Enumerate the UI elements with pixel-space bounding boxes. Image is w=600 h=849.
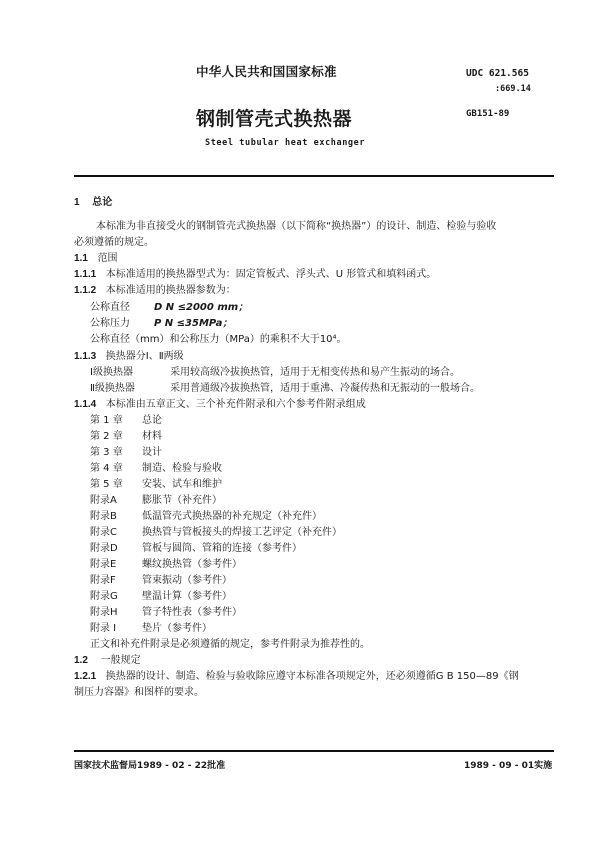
clause-1-1-4: 1.1.4 本标准由五章正文、三个补充件附录和六个参考件附录组成 — [74, 399, 366, 410]
contents-item: 附录F 管束振动（参考件） — [90, 575, 232, 586]
section-heading: 1 总论 — [74, 197, 113, 208]
contents-item: 附录B 低温管壳式换热器的补充规定（补充件） — [90, 511, 322, 522]
clause-1-1-2: 1.1.2 本标准适用的换热器参数为： — [74, 285, 236, 296]
approval-date: 国家技术监督局1989 - 02 - 22批准 — [74, 761, 226, 771]
param-nominal-pressure: 公称压力 P N ≤35MPa； — [90, 318, 233, 329]
udc-code: UDC 621.565 — [466, 68, 529, 79]
standard-code: GB151-89 — [466, 109, 510, 119]
contents-item: 附录G 壁温计算（参考件） — [90, 591, 232, 602]
intro-paragraph: 本标准为非直接受火的钢制管壳式换热器（以下简称“换热器”）的设计、制造、检验与验收 — [96, 221, 497, 232]
grade-1: Ⅰ级换热器 采用较高级冷拔换热管，适用于无相变传热和易产生振动的场合。 — [90, 367, 460, 378]
page-title: 钢制管壳式换热器 — [196, 108, 353, 130]
contents-note: 正文和补充件附录是必须遵循的规定，参考件附录为推荐性的。 — [90, 639, 370, 650]
contents-item: 第 2 章 材料 — [90, 431, 162, 442]
udc-code-suffix: :669.14 — [495, 84, 531, 94]
intro-paragraph-cont: 必须遵循的规定。 — [74, 237, 154, 248]
standard-type: 中华人民共和国国家标准 — [196, 64, 337, 79]
contents-item: 附录E 螺纹换热管（参考件） — [90, 559, 242, 570]
footer-divider — [74, 750, 554, 752]
param-product: 公称直径（mm）和公称压力（MPa）的乘积不大于10⁴。 — [90, 334, 347, 345]
contents-item: 附录A 膨胀节（补充件） — [90, 495, 222, 506]
clause-1-2-1: 1.2.1 换热器的设计、制造、检验与验收除应遵守本标准各项规定外，还必须遵循G B 150—89《钢 — [74, 671, 519, 682]
contents-item: 第 3 章 设计 — [90, 447, 162, 458]
contents-item: 第 1 章 总论 — [90, 415, 162, 426]
contents-item: 附录H 管子特性表（参考件） — [90, 607, 242, 618]
contents-item: 附录 I 垫片（参考件） — [90, 623, 212, 634]
param-nominal-diameter: 公称直径 D N ≤2000 mm； — [90, 302, 249, 313]
subsection-1-1: 1.1 范围 — [74, 253, 118, 264]
clause-1-2-1-cont: 制压力容器》和图样的要求。 — [74, 687, 204, 698]
effective-date: 1989 - 09 - 01实施 — [464, 761, 553, 771]
header-divider — [74, 175, 554, 177]
grade-2: Ⅱ级换热器 采用普通级冷拔换热管，适用于重沸、冷凝传热和无振动的一般场合。 — [90, 383, 480, 394]
contents-item: 附录C 换热管与管板接头的焊接工艺评定（补充件） — [90, 527, 342, 538]
subsection-1-2: 1.2 一般规定 — [74, 655, 141, 666]
clause-1-1-3: 1.1.3 换热器分Ⅰ、Ⅱ两级 — [74, 351, 184, 362]
contents-item: 第 5 章 安装、试车和维护 — [90, 479, 222, 490]
english-title: Steel tubular heat exchanger — [205, 138, 366, 148]
contents-item: 第 4 章 制造、检验与验收 — [90, 463, 222, 474]
clause-1-1-1: 1.1.1 本标准适用的换热器型式为：固定管板式、浮头式、U 形管式和填料函式。 — [74, 269, 437, 280]
contents-item: 附录D 管板与圆筒、管箱的连接（参考件） — [90, 543, 302, 554]
